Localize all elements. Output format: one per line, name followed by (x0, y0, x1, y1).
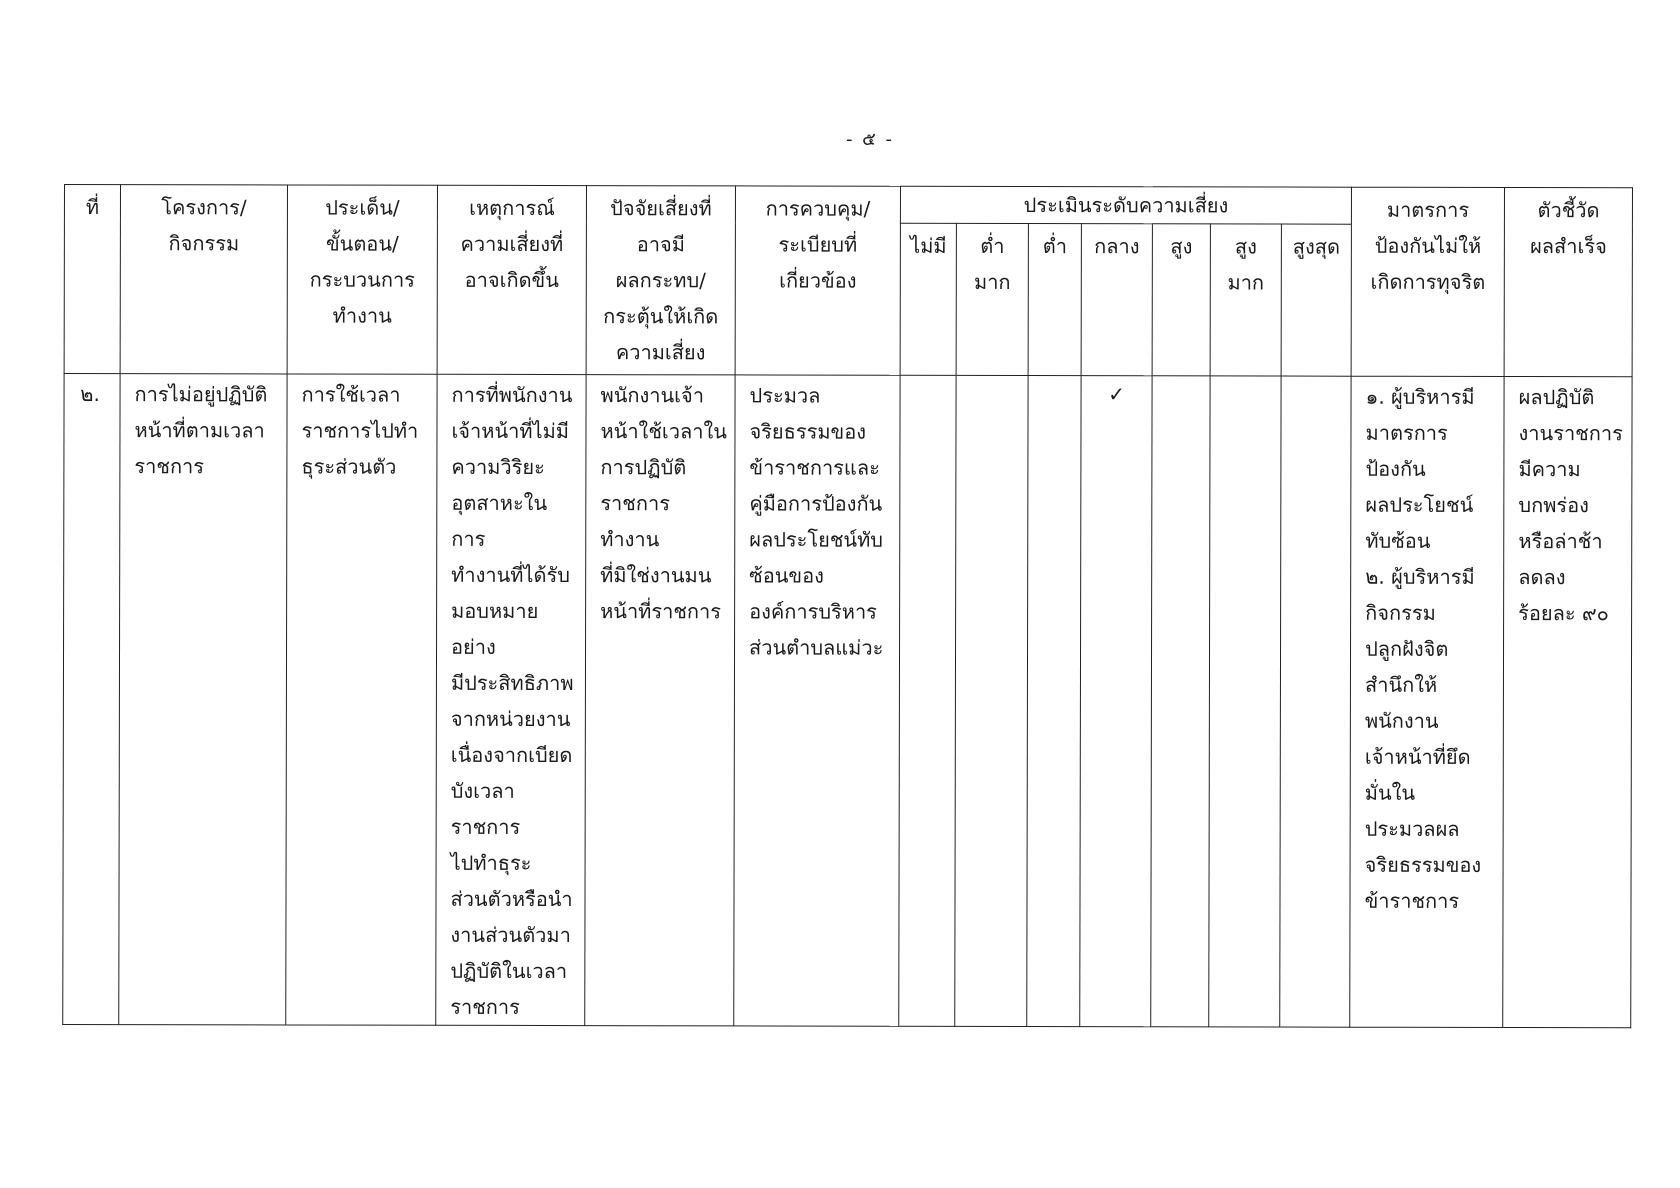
level-low-cell (1027, 376, 1081, 1027)
header-level-very-high: สูง มาก (1210, 224, 1281, 376)
header-level-highest: สูงสุด (1281, 224, 1351, 376)
level-highest-cell (1280, 376, 1351, 1027)
header-issue: ประเด็น/ ขั้นตอน/ กระบวนการ ทำงาน (287, 185, 437, 374)
table-row (63, 374, 1632, 1028)
row-control: ประมวล จริยธรรมของ ข้าราชการและ คู่มือการป้องกัน ผลประโยชน์ทับ ซ้อนของ องค์การบริหาร ส่วนตำบลแม่วะ (734, 375, 900, 1026)
risk-assessment-table (62, 184, 1633, 1028)
header-no: ที่ (64, 185, 120, 374)
check-mark-icon: ✓ (1080, 376, 1152, 1027)
header-risk-factor: ปัจจัยเสี่ยงที่ อาจมี ผลกระทบ/ กระตุ้นให้เกิด ความเสี่ยง (586, 186, 735, 375)
level-none-cell (899, 375, 956, 1026)
page-number: - ๕ - (845, 129, 895, 150)
level-very-high-cell (1209, 376, 1281, 1027)
header-assessment: ประเมินระดับความเสี่ยง (900, 186, 1351, 224)
header-level-very-low: ต่ำ มาก (956, 223, 1028, 375)
header-measures: มาตรการ ป้องกันไม่ให้ เกิดการทุจริต (1351, 187, 1504, 376)
level-high-cell (1151, 376, 1210, 1027)
header-control: การควบคุม/ ระเบียบที่ เกี่ยวข้อง (735, 186, 900, 375)
header-project: โครงการ/ กิจกรรม (120, 185, 287, 374)
row-project: การไม่อยู่ปฏิบัติ หน้าที่ตามเวลา ราชการ (119, 374, 287, 1025)
header-indicator: ตัวชี้วัด ผลสำเร็จ (1504, 188, 1632, 377)
row-indicator: ผลปฏิบัติ งานราชการ มีความ บกพร่อง หรือล่าช้า ลดลง ร้อยละ ๙๐ (1503, 377, 1632, 1028)
row-risk-event: การที่พนักงาน เจ้าหน้าที่ไม่มี ความวิริยะ อุตสาหะในการ ทำงานที่ได้รับ มอบหมายอย่าง มีประสิทธิภาพ จากหน่วยงาน เนื่องจากเบียด บังเวลาราชการ ไปทำธุระ ส่วนตัวหรือนำ งานส่วนตัวมา ปฏิบัติในเวลา ราชการ (436, 374, 586, 1025)
header-row-top (64, 185, 1632, 225)
header-risk-event: เหตุการณ์ ความเสี่ยงที่ อาจเกิดขึ้น (437, 185, 586, 374)
level-very-low-cell (955, 375, 1028, 1026)
row-measures: ๑. ผู้บริหารมี มาตรการ ป้องกัน ผลประโยชน์ ทับซ้อน ๒. ผู้บริหารมี กิจกรรม ปลูกฝังจิต สำนึกให้ พนักงาน เจ้าหน้าที่ยึด มั่นใน ประมวลผล จริยธรรมของ ข้าราชการ (1350, 376, 1504, 1027)
row-no: ๒. (63, 374, 120, 1025)
row-issue: การใช้เวลา ราชการไปทำ ธุระส่วนตัว (286, 374, 437, 1025)
header-level-none: ไม่มี (900, 223, 956, 375)
row-risk-factor: พนักงานเจ้า หน้าใช้เวลาใน การปฏิบัติ ราชการทำงาน ที่มิใช่งานมน หน้าที่ราชการ (585, 375, 735, 1026)
header-level-medium: กลาง (1081, 224, 1152, 376)
header-level-low: ต่ำ (1028, 224, 1081, 376)
header-level-high: สูง (1152, 224, 1210, 376)
